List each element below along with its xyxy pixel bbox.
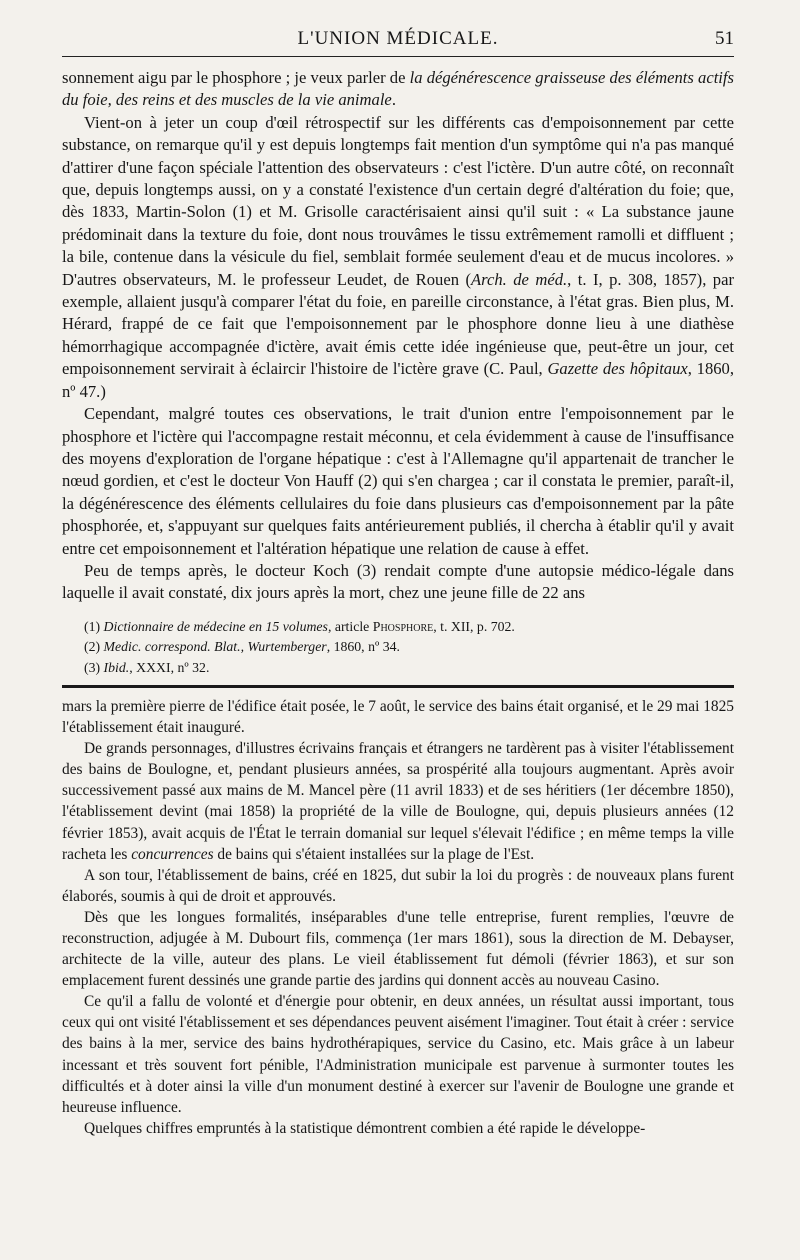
- feuilleton-body: [62, 696, 734, 1139]
- feuilleton-paragraph-4: Dès que les longues formalités, inséparables d'une telle entreprise, furent remplies, l'œuvre de reconstruction, adjugée à M. Dubourt fils, commença (1er mars 1861), sous la direction de M. Debayser, architecte de la ville, auteur des plans. Le vieil établissement fut démoli (février 1863), et sur son emplacement furent dessinés une grande partie des jardins qui donnent accès au nouveau Casino.: [62, 908, 734, 990]
- feuilleton-paragraph-5: Ce qu'il a fallu de volonté et d'énergie pour obtenir, en deux années, un résultat aussi important, tous ceux qui ont visité l'établissement et ses dépendances peuvent aisément l'imaginer. Tout était à créer : service des bains à la mer, service des bains hydrothérapiques, service du Casino, etc. Mais grâce à un labeur incessant et très souvent fort pénible, l'Administration municipale est parvenue à surmonter toutes les difficultés et à doter ainsi la ville d'un monument destiné à exercer sur l'avenir de Boulogne une grande et heureuse influence.: [62, 993, 734, 1116]
- page-number: 51: [715, 28, 734, 49]
- feuilleton-divider: [62, 685, 734, 688]
- footnote-3: (3) Ibid., XXXI, nº 32.: [84, 659, 210, 675]
- article-paragraph-1: sonnement aigu par le phosphore ; je veux parler de la dégénérescence graisseuse des éléments actifs du foie, des reins et des muscles de la vie animale.: [62, 68, 734, 110]
- feuilleton-paragraph-6: Quelques chiffres empruntés à la statistique démontrent combien a été rapide le développe-: [84, 1119, 646, 1137]
- footnote-1: (1) Dictionnaire de médecine en 15 volumes, article Phosphore, t. XII, p. 702.: [84, 618, 515, 634]
- page-header: [62, 22, 734, 57]
- running-title: L'UNION MÉDICALE.: [297, 28, 499, 49]
- feuilleton-paragraph-1: mars la première pierre de l'édifice était posée, le 7 août, le service des bains était organisé, et le 29 mai 1825 l'établissement était inauguré.: [62, 697, 734, 737]
- footnote-2: (2) Medic. correspond. Blat., Wurtemberger, 1860, nº 34.: [84, 639, 400, 655]
- article-paragraph-2: Vient-on à jeter un coup d'œil rétrospectif sur les différents cas d'empoisonnement par cette substance, on remarque qu'il y est depuis longtemps fait mention d'un symptôme qui n'a pas manqué d'attirer d'une façon spéciale l'attention des observateurs : c'est l'ictère. D'un autre côté, on reconnaît que, depuis longtemps aussi, on y a constaté l'existence d'un certain degré d'altération du foie; que, dès 1833, Martin-Solon (1) et M. Grisolle caractérisaient ainsi qu'il suit : « La substance jaune prédominait dans la texture du foie, dont nous trouvâmes le tissu extrêmement ramolli et diffluent ; la bile, contenue dans la vésicule du fiel, semblait formée seulement d'eau et de mucus incolores. » D'autres observateurs, M. le professeur Leudet, de Rouen (Arch. de méd., t. I, p. 308, 1857), par exemple, allaient jusqu'à comparer l'état du foie, en pareille circonstance, à l'état gras. Bien plus, M. Hérard, frappé de ce fait que l'empoisonnement par le phosphore donne lieu à une diathèse hémorrhagique accompagnée d'ictère, avait émis cette idée ingénieuse que, peut-être un jour, cet empoisonnement servirait à éclaircir l'histoire de l'ictère grave (C. Paul, Gazette des hôpitaux, 1860, nº 47.): [62, 112, 734, 401]
- article-paragraph-4: Peu de temps après, le docteur Koch (3) rendait compte d'une autopsie médico-légale dans laquelle il avait constaté, dix jours après la mort, chez une jeune fille de 22 ans: [62, 560, 734, 603]
- feuilleton-paragraph-3: A son tour, l'établissement de bains, créé en 1825, dut subir la loi du progrès : de nouveaux plans furent élaborés, soumis à qui de droit et approuvés.: [62, 866, 734, 905]
- feuilleton-paragraph-2: De grands personnages, d'illustres écrivains français et étrangers ne tardèrent pas à visiter l'établissement des bains de Boulogne, et, pendant plusieurs années, sa prospérité alla toujours augmentant. Après avoir successivement passé aux mains de M. Mancel père (11 avril 1833) et de ses héritiers (1er décembre 1850), l'établissement devint (mai 1858) la propriété de la ville de Boulogne, qui, depuis plusieurs années (12 février 1853), avait acquis de l'État le terrain domanial sur lequel s'élevait l'édifice ; en même temps la ville racheta les concurrences de bains qui s'étaient installées sur la plage de l'Est.: [62, 740, 734, 863]
- article-body: [62, 67, 734, 605]
- article-paragraph-3: Cependant, malgré toutes ces observations, le trait d'union entre l'empoisonnement par le phosphore et l'ictère qui l'accompagne restait méconnu, et cela évidemment à cause de l'insuffisance des moyens d'exploration de l'organe hépatique : c'est à l'Allemagne qu'il appartenait de trancher le nœud gordien, et c'est le docteur Von Hauff (2) qui s'en chargea ; car il constata le premier, paraît-il, la dégénérescence des éléments cellulaires du foie dans plusieurs cas d'empoisonnement par la pâte phosphorée, et, s'appuyant sur quelques faits antérieurement publiés, il chercha à établir qu'il y avait entre cet empoisonnement et l'altération hépatique une relation de cause à effet.: [62, 404, 734, 558]
- footnotes: [62, 617, 734, 677]
